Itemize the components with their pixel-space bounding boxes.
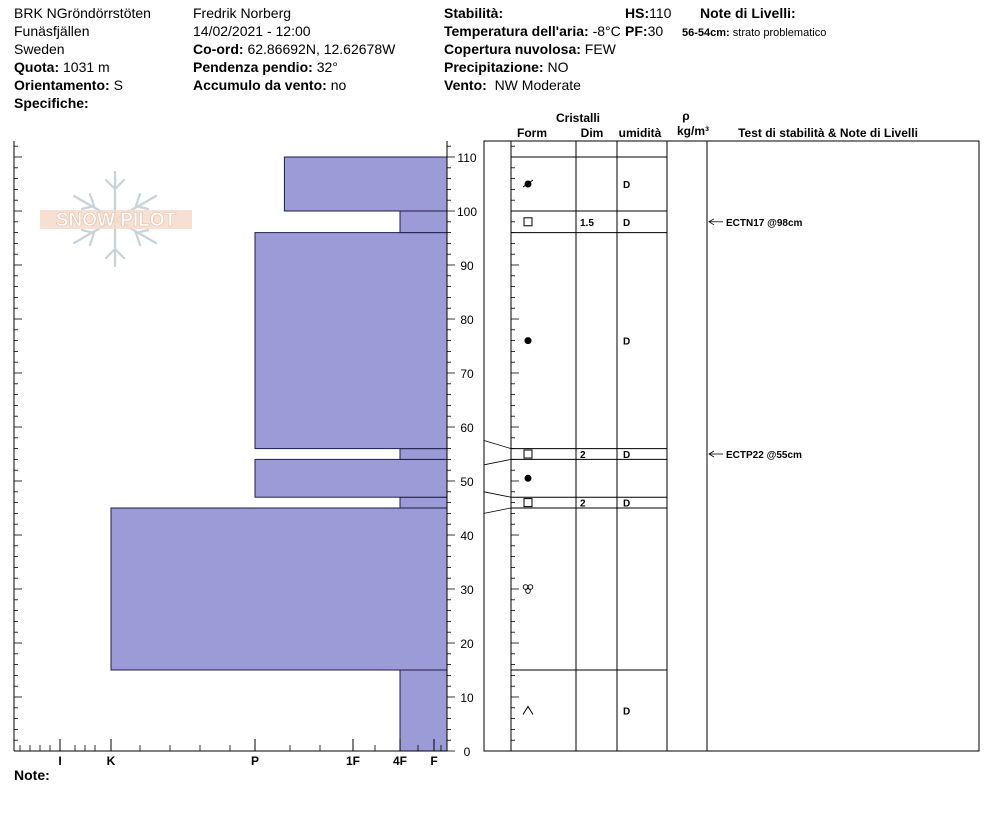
layer-table	[484, 109, 979, 751]
moisture-class: D	[623, 706, 631, 718]
moisture-class: D	[623, 217, 631, 229]
location-country: Sweden	[14, 41, 65, 57]
y-tick-label: 80	[460, 313, 474, 327]
rounded-grain-icon	[525, 475, 532, 482]
svg-text:SNOW PILOT: SNOW PILOT	[55, 210, 177, 231]
scale-connector	[484, 492, 511, 497]
hardness-bar-4	[400, 449, 447, 460]
y-tick-label: 10	[460, 691, 474, 705]
grain-size: 1.5	[580, 217, 594, 229]
stability-test-label: ECTN17 @98cm	[726, 217, 803, 229]
x-tick-label: F	[430, 754, 438, 768]
hardness-bar-5	[255, 233, 447, 449]
foot-penetration: PF:30	[625, 23, 664, 39]
stability: Stabilità:	[444, 5, 504, 21]
snowpilot-logo	[40, 172, 192, 266]
y-tick-label: 20	[460, 637, 474, 651]
faceted-grain-icon	[524, 499, 532, 507]
y-tick-label: 100	[456, 205, 478, 219]
wind-loading: Accumulo da vento: no	[193, 77, 347, 93]
precipitation: Precipitazione: NO	[444, 59, 569, 75]
scale-connector	[484, 508, 511, 513]
hardness-bars	[111, 157, 447, 751]
x-tick-label: 4F	[392, 754, 408, 768]
y-tick-label: 90	[460, 259, 474, 273]
y-tick-label: 110	[457, 151, 477, 165]
y-tick-label: 40	[460, 529, 474, 543]
layer-note-entry: 56-54cm: strato problematico	[682, 27, 827, 39]
slope-angle: Pendenza pendio: 32°	[193, 59, 338, 75]
table-header-tests: Test di stabilità & Note di Livelli	[738, 126, 918, 140]
x-tick-label: I	[58, 754, 62, 768]
faceted-grain-icon	[524, 450, 532, 458]
air-temperature: Temperatura dell'aria: -8°C	[444, 23, 621, 39]
table-header-rho_unit: kg/m³	[676, 124, 710, 138]
grain-size: 2	[580, 498, 586, 510]
table-header-form: Form	[517, 126, 547, 140]
specifics: Specifiche:	[14, 95, 89, 111]
hardness-bar-0	[400, 670, 447, 751]
melt-freeze-icon	[526, 589, 531, 594]
grain-size: 2	[580, 450, 586, 461]
aspect: Orientamento: S	[14, 77, 123, 93]
scale-connector	[484, 459, 511, 464]
wind: Vento: NW Moderate	[444, 77, 581, 93]
table-header-cristalli: Cristalli	[555, 111, 601, 125]
location-name: BRK NGröndörrstöten	[14, 5, 151, 21]
depth-hoar-icon	[523, 707, 533, 715]
observation-datetime: 14/02/2021 - 12:00	[193, 23, 311, 39]
x-tick-label: P	[250, 754, 260, 768]
hardness-bar-6	[400, 211, 447, 233]
elevation: Quota: 1031 m	[14, 59, 110, 75]
x-tick-label: K	[106, 754, 116, 768]
cloud-cover: Copertura nuvolosa: FEW	[444, 41, 616, 57]
table-header-umidita: umidità	[618, 126, 662, 140]
faceted-grain-icon	[524, 218, 532, 226]
x-tick-label: 1F	[345, 754, 361, 768]
table-header-rho: ρ	[682, 109, 690, 123]
stability-test-label: ECTP22 @55cm	[726, 450, 802, 461]
y-tick-label: 0	[463, 745, 471, 759]
layer-notes-title: Note di Livelli:	[700, 5, 796, 21]
location-range: Funäsfjällen	[14, 23, 90, 39]
moisture-class: D	[623, 180, 631, 191]
coordinates: Co-ord: 62.86692N, 12.62678W	[193, 41, 396, 57]
table-header-dim: Dim	[580, 126, 604, 140]
y-tick-label: 50	[460, 475, 474, 489]
hardness-bar-3	[255, 459, 447, 497]
y-tick-label: 30	[460, 583, 474, 597]
y-tick-label: 70	[460, 367, 474, 381]
hardness-bar-7	[284, 157, 447, 211]
footer-note: Note:	[14, 767, 50, 783]
scale-connector	[484, 441, 511, 449]
y-tick-label: 60	[460, 421, 474, 435]
observer-name: Fredrik Norberg	[193, 5, 292, 21]
hardness-bar-2	[400, 497, 447, 508]
hardness-bar-1	[111, 508, 447, 670]
rounded-grain-icon	[525, 337, 532, 344]
moisture-class: D	[623, 336, 631, 348]
snow-height: HS:110	[625, 5, 672, 21]
moisture-class: D	[623, 498, 631, 510]
moisture-class: D	[623, 450, 631, 461]
